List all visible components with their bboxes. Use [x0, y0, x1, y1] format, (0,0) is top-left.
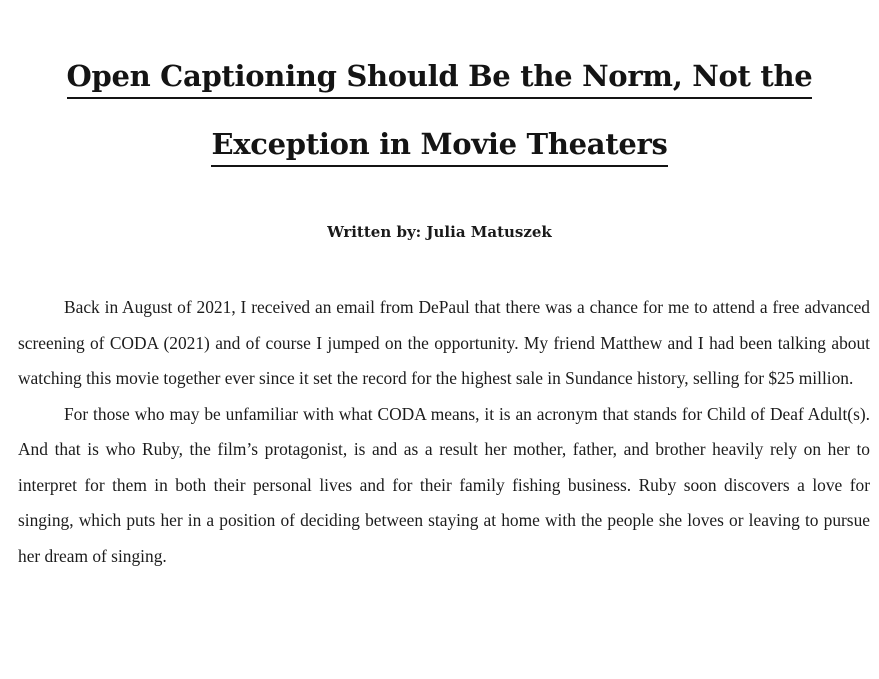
article-title-text-2: Exception in Movie Theaters — [211, 126, 667, 167]
article-title-line-1 — [0, 58, 879, 99]
paragraph-2: For those who may be unfamiliar with what CODA means, it is an acronym that stands for Child of Deaf Adult(s). And that is who Ruby, the film’s protagonist, is and as a result her mother, father, and brother heavily rely on her to interpret for them in both their personal lives and for their family fishing business. Ruby soon discovers a love for singing, which puts her in a position of deciding between staying at home with the people she loves or leaving to pursue her dream of singing. — [18, 403, 870, 566]
article-title-text-1: Open Captioning Should Be the Norm, Not the — [67, 58, 813, 99]
article-title-line-2 — [0, 126, 879, 167]
paragraph-1: Back in August of 2021, I received an email from DePaul that there was a chance for me to attend a free advanced screening of CODA (2021) and of course I jumped on the opportunity. My friend Matthew and I had been talking about watching this movie together ever since it set the record for the highest sale in Sundance history, selling for $25 million. — [18, 297, 870, 388]
article-body — [18, 290, 870, 574]
byline: Written by: Julia Matuszek — [327, 223, 552, 241]
